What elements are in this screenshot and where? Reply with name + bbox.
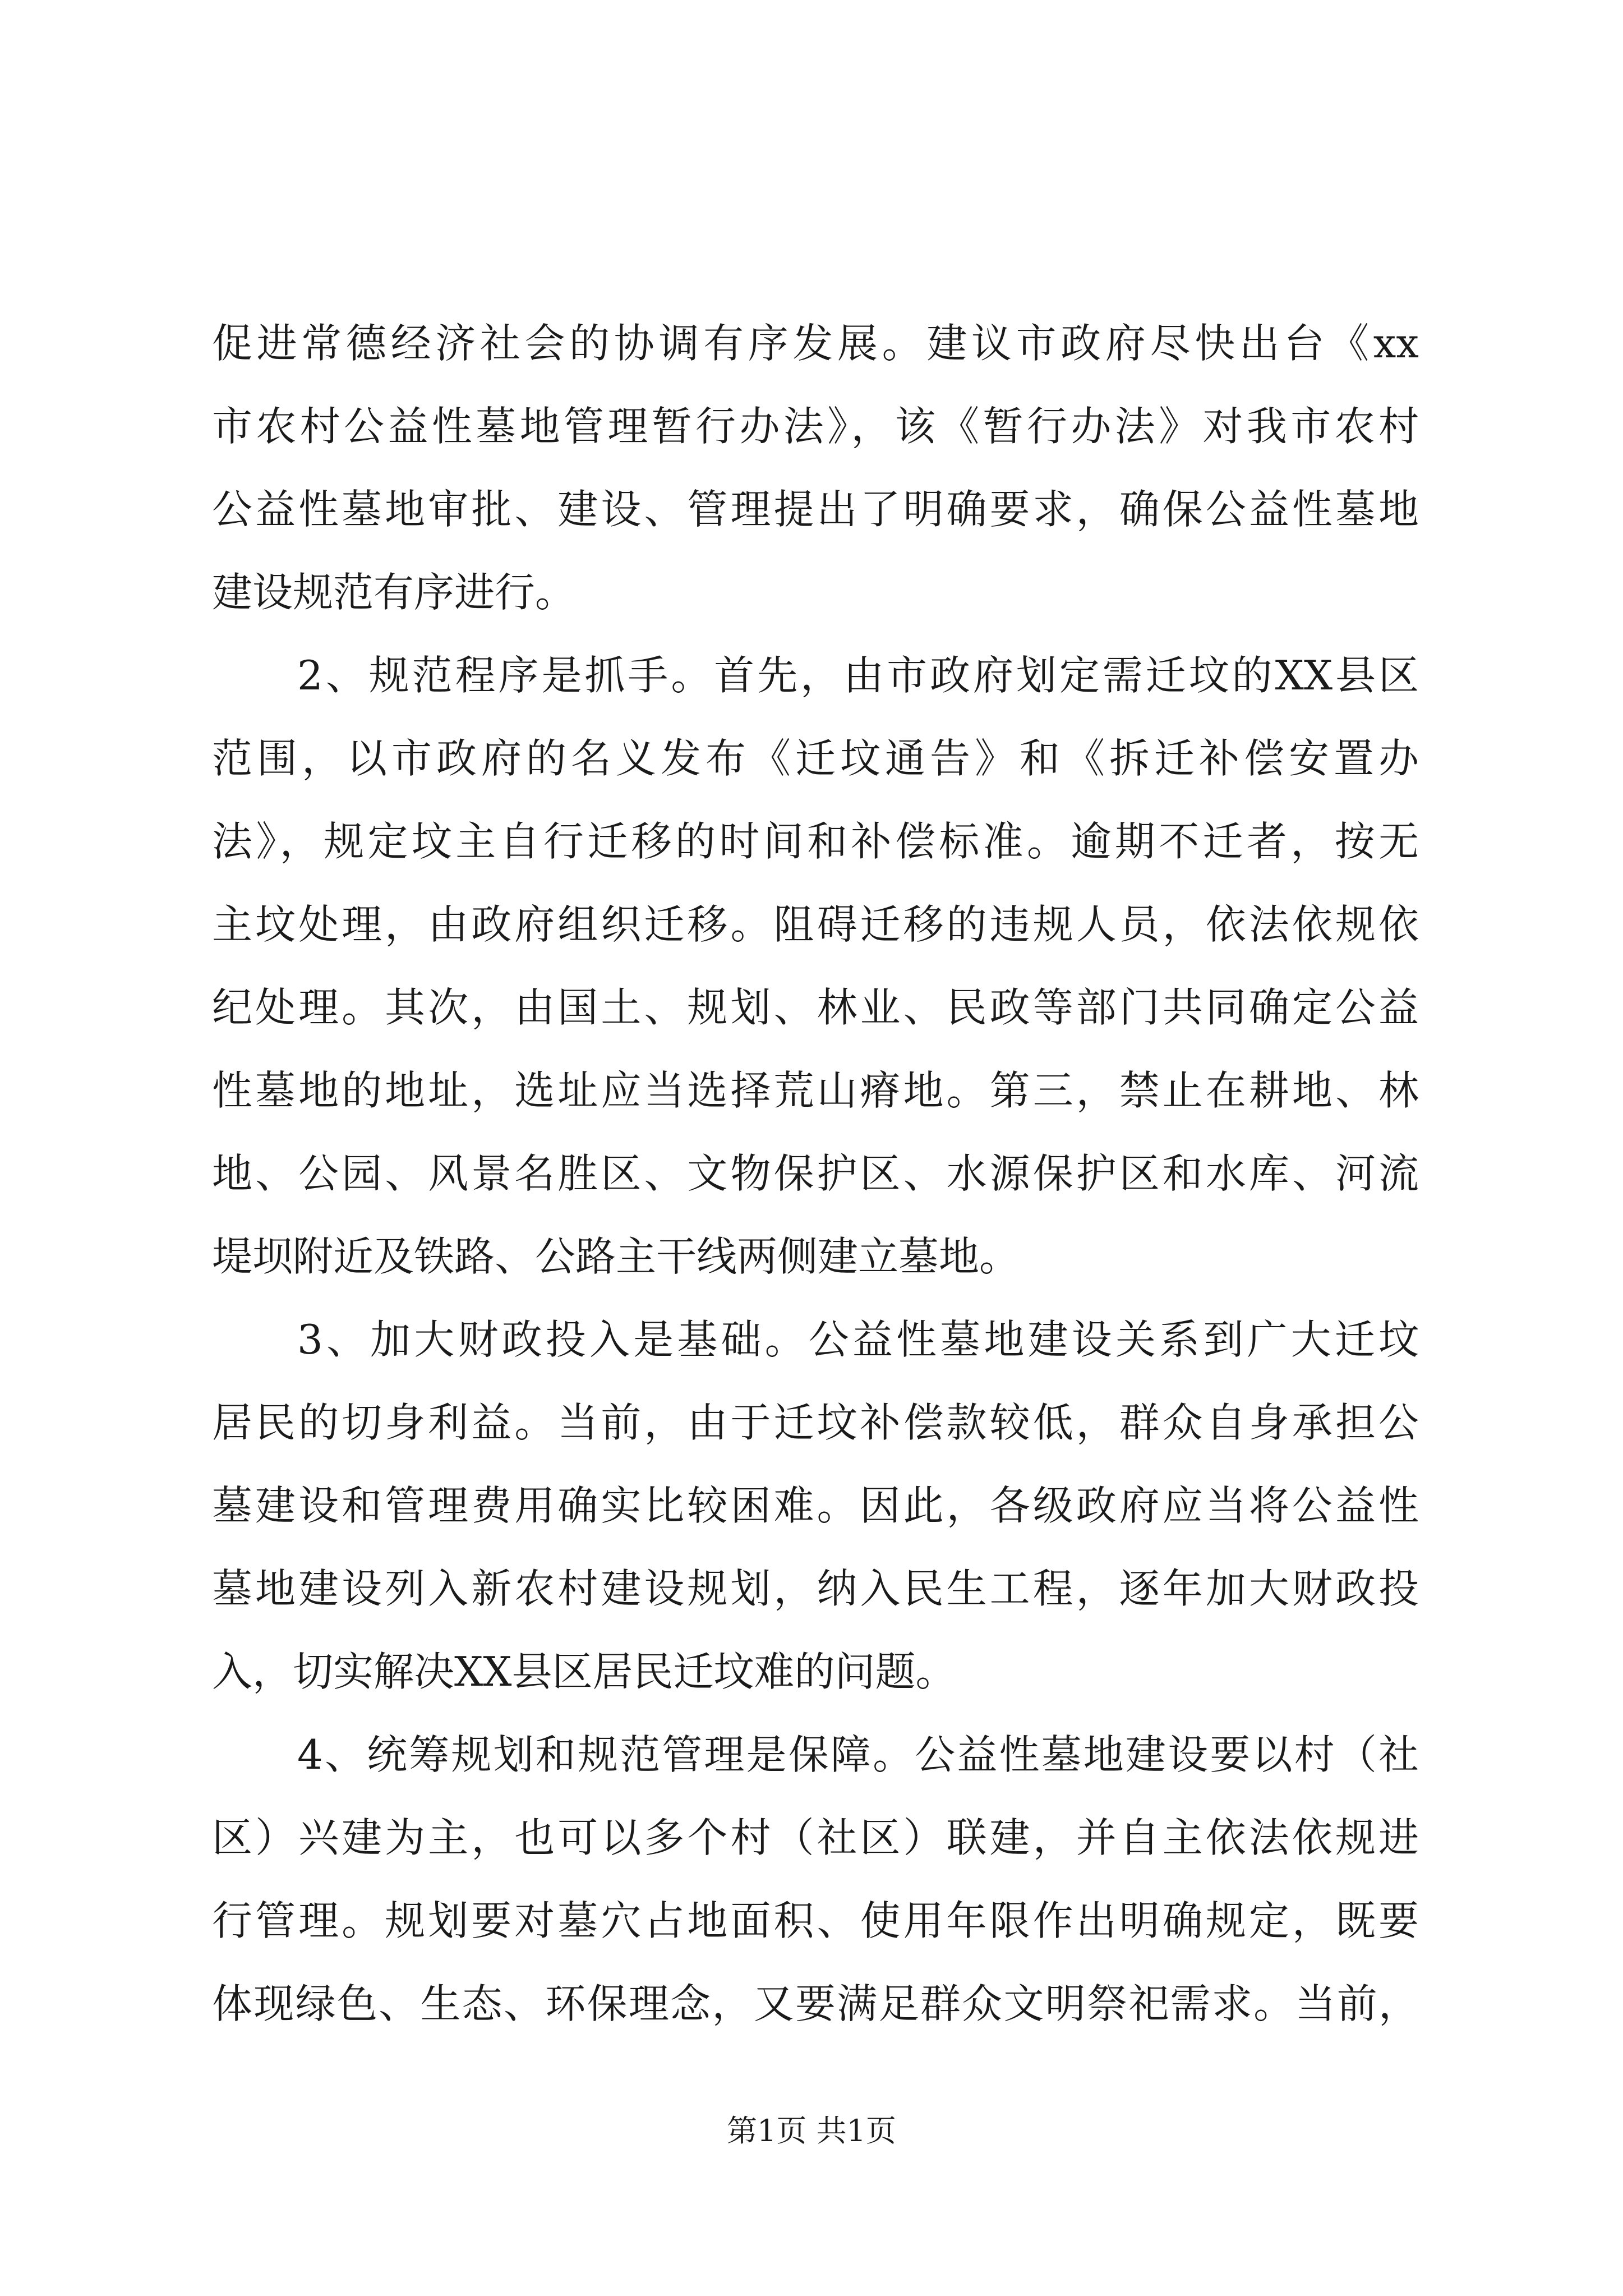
paragraph-first-line: 2、规范程序是抓手。首先，由市政府划定需迁坟的XX县区 (297, 652, 1419, 699)
text-line: 性墓地的地址，选址应当选择荒山瘠地。第三，禁止在耕地、林 (212, 1067, 1419, 1114)
page-footer: 第1页 共1页 (727, 2113, 896, 2148)
text-line: 主坟处理，由政府组织迁移。阻碍迁移的违规人员，依法依规依 (212, 901, 1419, 948)
text-line: 行管理。规划要对墓穴占地面积、使用年限作出明确规定，既要 (212, 1897, 1419, 1944)
document-body (212, 302, 1419, 2045)
text-line: 居民的切身利益。当前，由于迁坟补偿款较低，群众自身承担公 (212, 1399, 1419, 1446)
paragraph-first-line: 4、统筹规划和规范管理是保障。公益性墓地建设要以村（社 (297, 1731, 1419, 1778)
text-line: 市农村公益性墓地管理暂行办法》，该《暂行办法》对我市农村 (212, 403, 1419, 450)
text-line: 墓建设和管理费用确实比较困难。因此，各级政府应当将公益性 (212, 1482, 1419, 1529)
text-line: 堤坝附近及铁路、公路主干线两侧建立墓地。 (212, 1233, 1020, 1280)
text-line: 范围，以市政府的名义发布《迁坟通告》和《拆迁补偿安置办 (212, 735, 1419, 782)
text-line: 促进常德经济社会的协调有序发展。建议市政府尽快出台《xx (212, 320, 1419, 367)
text-line: 纪处理。其次，由国土、规划、林业、民政等部门共同确定公益 (212, 984, 1419, 1031)
text-line: 墓地建设列入新农村建设规划，纳入民生工程，逐年加大财政投 (212, 1565, 1419, 1612)
text-line: 入，切实解决XX县区居民迁坟难的问题。 (212, 1648, 956, 1695)
text-line: 地、公园、风景名胜区、文物保护区、水源保护区和水库、河流 (212, 1150, 1419, 1197)
paragraph-first-line: 3、加大财政投入是基础。公益性墓地建设关系到广大迁坟 (297, 1316, 1419, 1363)
text-line: 体现绿色、生态、环保理念，又要满足群众文明祭祀需求。当前， (212, 1980, 1419, 2027)
text-line: 公益性墓地审批、建设、管理提出了明确要求，确保公益性墓地 (212, 486, 1419, 533)
text-line: 区）兴建为主，也可以多个村（社区）联建，并自主依法依规进 (212, 1814, 1419, 1861)
text-line: 建设规范有序进行。 (212, 569, 576, 616)
text-line: 法》，规定坟主自行迁移的时间和补偿标准。逾期不迁者，按无 (212, 818, 1419, 865)
